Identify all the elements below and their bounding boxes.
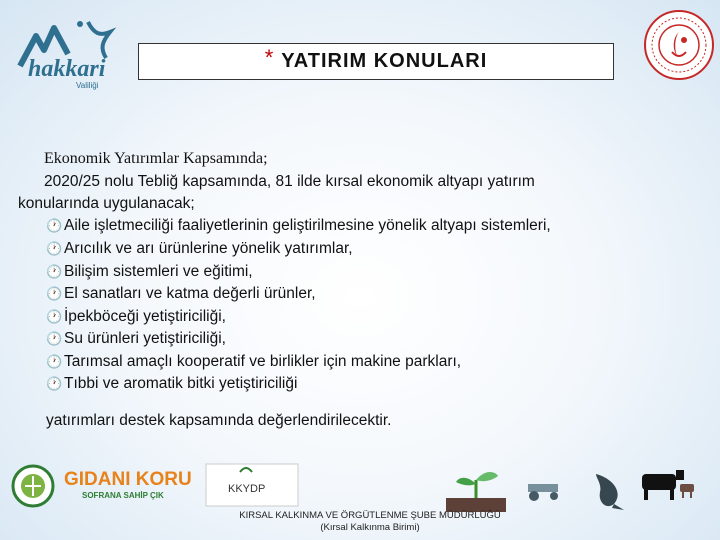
- list-item: 🕐 İpekböceği yetiştiriciliği,: [46, 308, 226, 325]
- svg-text:KKYDP: KKYDP: [228, 483, 266, 495]
- footer-line-1: KIRSAL KALKINMA VE ÖRGÜTLENME ŞUBE MÜDÜRLÜĞÜ: [239, 510, 501, 521]
- fish-icon: [596, 474, 624, 510]
- clock-icon: 🕐: [46, 355, 63, 370]
- list-item: 🕐 Su ürünleri yetiştiriciliği,: [46, 330, 226, 347]
- intro-line-2: konularında uygulanacak;: [18, 195, 195, 212]
- page-title: YATIRIM KONULARI: [281, 50, 488, 72]
- list-item: 🕐 Tıbbi ve aromatik bitki yetiştiriciliği: [46, 375, 298, 392]
- closing-text: yatırımları destek kapsamında değerlendirilecektir.: [46, 412, 392, 429]
- list-item: 🕐 El sanatları ve katma değerli ürünler,: [46, 285, 316, 302]
- intro-heading: Ekonomik Yatırımlar Kapsamında;: [44, 150, 268, 167]
- title-box: [138, 43, 614, 80]
- footer-line-2: (Kırsal Kalkınma Birimi): [320, 522, 420, 533]
- clock-icon: 🕐: [46, 242, 63, 257]
- svg-text:SOFRANA SAHİP ÇIK: SOFRANA SAHİP ÇIK: [82, 491, 164, 500]
- list-item: 🕐 Tarımsal amaçlı kooperatif ve birlikler için makine parkları,: [46, 353, 462, 370]
- tractor-icon: [528, 484, 558, 501]
- district-emblem-icon: [13, 466, 53, 506]
- list-item: 🕐 Aile işletmeciliği faaliyetlerinin geliştirilmesine yönelik altyapı sistemleri,: [46, 217, 551, 234]
- logo-wordmark: hakkari: [28, 56, 106, 82]
- plant-sprout-icon: [446, 472, 506, 512]
- list-item: 🕐 Bilişim sistemleri ve eğitimi,: [46, 263, 253, 280]
- list-item: 🕐 Arıcılık ve arı ürünlerine yönelik yatırımlar,: [46, 240, 353, 257]
- clock-icon: 🕐: [46, 219, 63, 234]
- intro-line-1: 2020/25 nolu Tebliğ kapsamında, 81 ilde kırsal ekonomik altyapı yatırım: [44, 173, 535, 190]
- clock-icon: 🕐: [46, 377, 63, 392]
- footer-unit-text: [220, 510, 520, 534]
- gidani-koru-logo: [64, 469, 192, 500]
- clock-icon: 🕐: [46, 310, 63, 325]
- footer-logos: [0, 458, 720, 518]
- ministry-seal-icon: [642, 8, 716, 82]
- clock-icon: 🕐: [46, 287, 63, 302]
- clock-icon: 🕐: [46, 265, 63, 280]
- livestock-icon: [642, 470, 694, 500]
- clock-icon: 🕐: [46, 332, 63, 347]
- svg-text:GIDANI KORU: GIDANI KORU: [64, 469, 192, 490]
- hakkari-logo: [10, 14, 122, 90]
- kkydp-logo: [206, 464, 298, 506]
- logo-subtext: Valiliği: [76, 81, 99, 90]
- title-star: *: [264, 44, 274, 70]
